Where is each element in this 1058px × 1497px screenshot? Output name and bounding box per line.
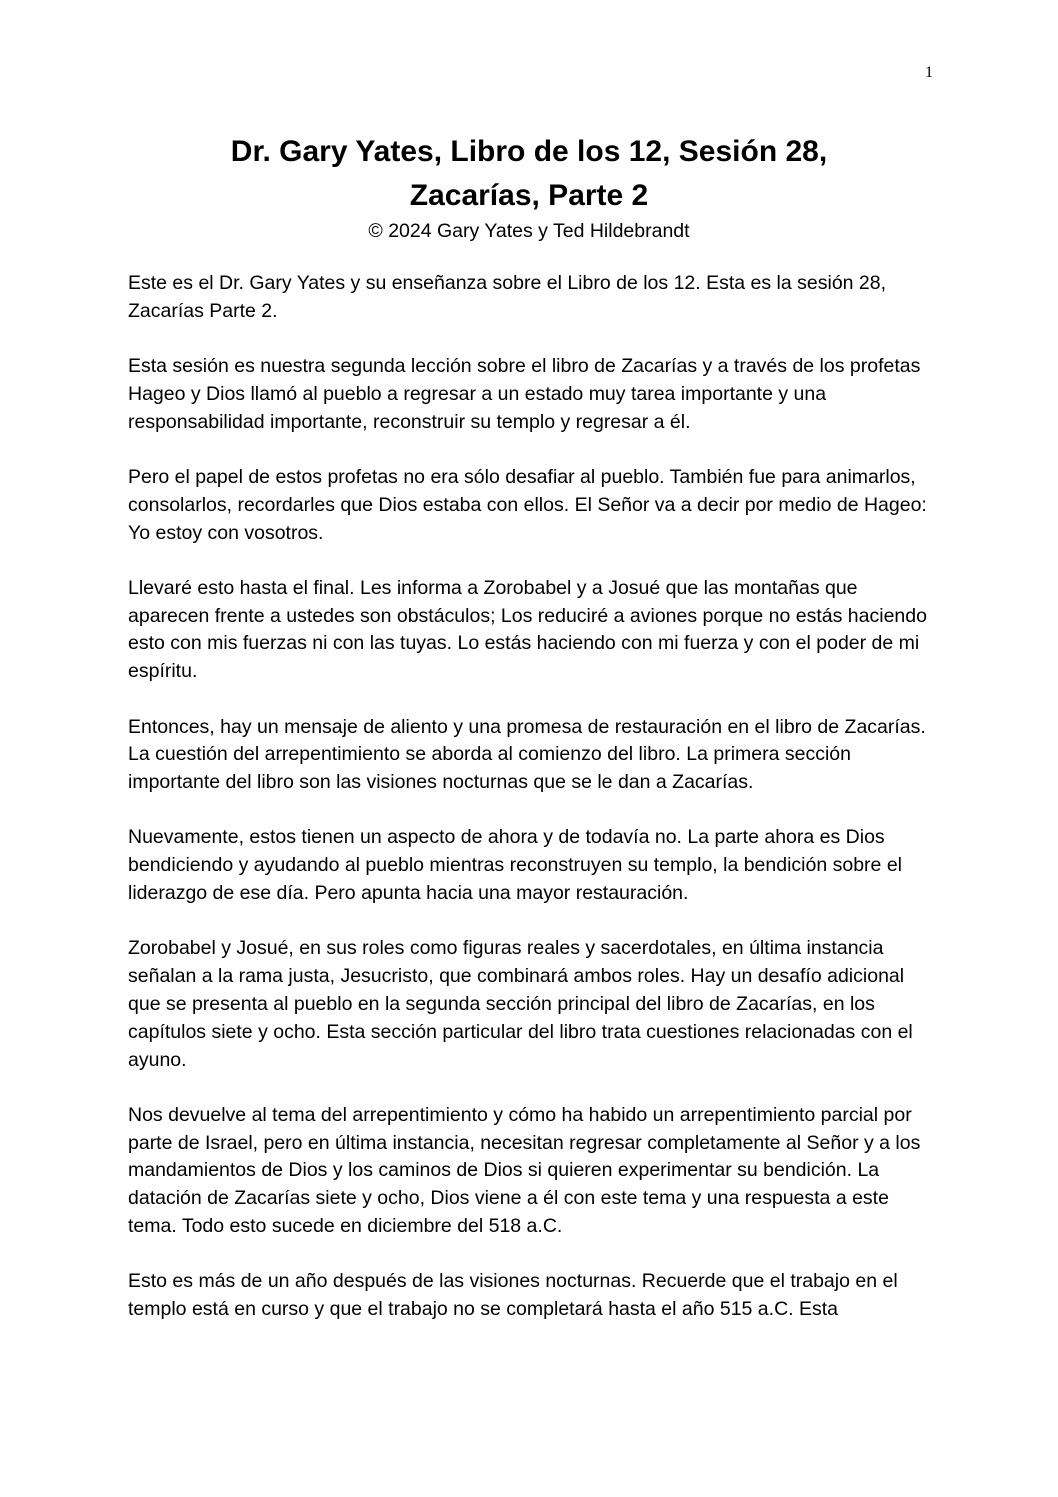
paragraph-7: Zorobabel y Josué, en sus roles como figuras reales y sacerdotales, en última instancia señalan a la rama justa, Jesucristo, que combinará ambos roles. Hay un desafío adicional que se presenta al pueblo en la segunda sección principal del libro de Zacarías, en los capítulos siete y ocho. Esta sección particular del libro trata cuestiones relacionadas con el ayuno. xyxy=(128,937,913,1071)
body-text xyxy=(128,270,933,1351)
page-number: 1 xyxy=(925,64,933,81)
paragraph-2: Esta sesión es nuestra segunda lección sobre el libro de Zacarías y a través de los profetas Hageo y Dios llamó al pueblo a regresar a un estado muy tarea importante y una responsabilidad importante, reconstruir su templo y regresar a él. xyxy=(128,355,921,433)
paragraph-8: Nos devuelve al tema del arrepentimiento y cómo ha habido un arrepentimiento parcial por parte de Israel, pero en última instancia, necesitan regresar completamente al Señor y a los mandamientos de Dios y los caminos de Dios si quieren experimentar su bendición. La datación de Zacarías siete y ocho, Dios viene a él con este tema y una respuesta a este tema. Todo esto sucede en diciembre del 518 a.C. xyxy=(128,1103,921,1238)
paragraph-3: Pero el papel de estos profetas no era sólo desafiar al pueblo. También fue para animarlos, consolarlos, recordarles que Dios estaba con ellos. El Señor va a decir por medio de Hageo: Yo estoy con vosotros. xyxy=(128,465,927,544)
paragraph-9: Esto es más de un año después de las visiones nocturnas. Recuerde que el trabajo en el templo está en curso y que el trabajo no se completará hasta el año 515 a.C. Esta xyxy=(128,1270,898,1321)
paragraph-6: Nuevamente, estos tienen un aspecto de ahora y de todavía no. La parte ahora es Dios bendiciendo y ayudando al pueblo mientras reconstruyen su templo, la bendición sobre el liderazgo de ese día. Pero apunta hacia una mayor restauración. xyxy=(128,826,902,905)
paragraph-1: Este es el Dr. Gary Yates y su enseñanza sobre el Libro de los 12. Esta es la sesión 28, Zacarías Parte 2. xyxy=(128,272,887,322)
paragraph-4: Llevaré esto hasta el final. Les informa a Zorobabel y a Josué que las montañas que aparecen frente a ustedes son obstáculos; Los reduciré a aviones porque no estás haciendo esto con mis fuerzas ni con las tuyas. Lo estás haciendo con mi fuerza y con el poder de mi espíritu. xyxy=(128,576,927,683)
title-line-2: Zacarías, Parte 2 xyxy=(409,179,649,212)
document-title xyxy=(128,130,930,218)
title-line-1: Dr. Gary Yates, Libro de los 12, Sesión 28, xyxy=(230,135,828,168)
copyright-line: © 2024 Gary Yates y Ted Hildebrandt xyxy=(368,220,690,242)
paragraph-5: Entonces, hay un mensaje de aliento y una promesa de restauración en el libro de Zacarías. La cuestión del arrepentimiento se aborda al comienzo del libro. La primera sección importante del libro son las visiones nocturnas que se le dan a Zacarías. xyxy=(128,715,926,794)
title-block xyxy=(128,130,930,244)
